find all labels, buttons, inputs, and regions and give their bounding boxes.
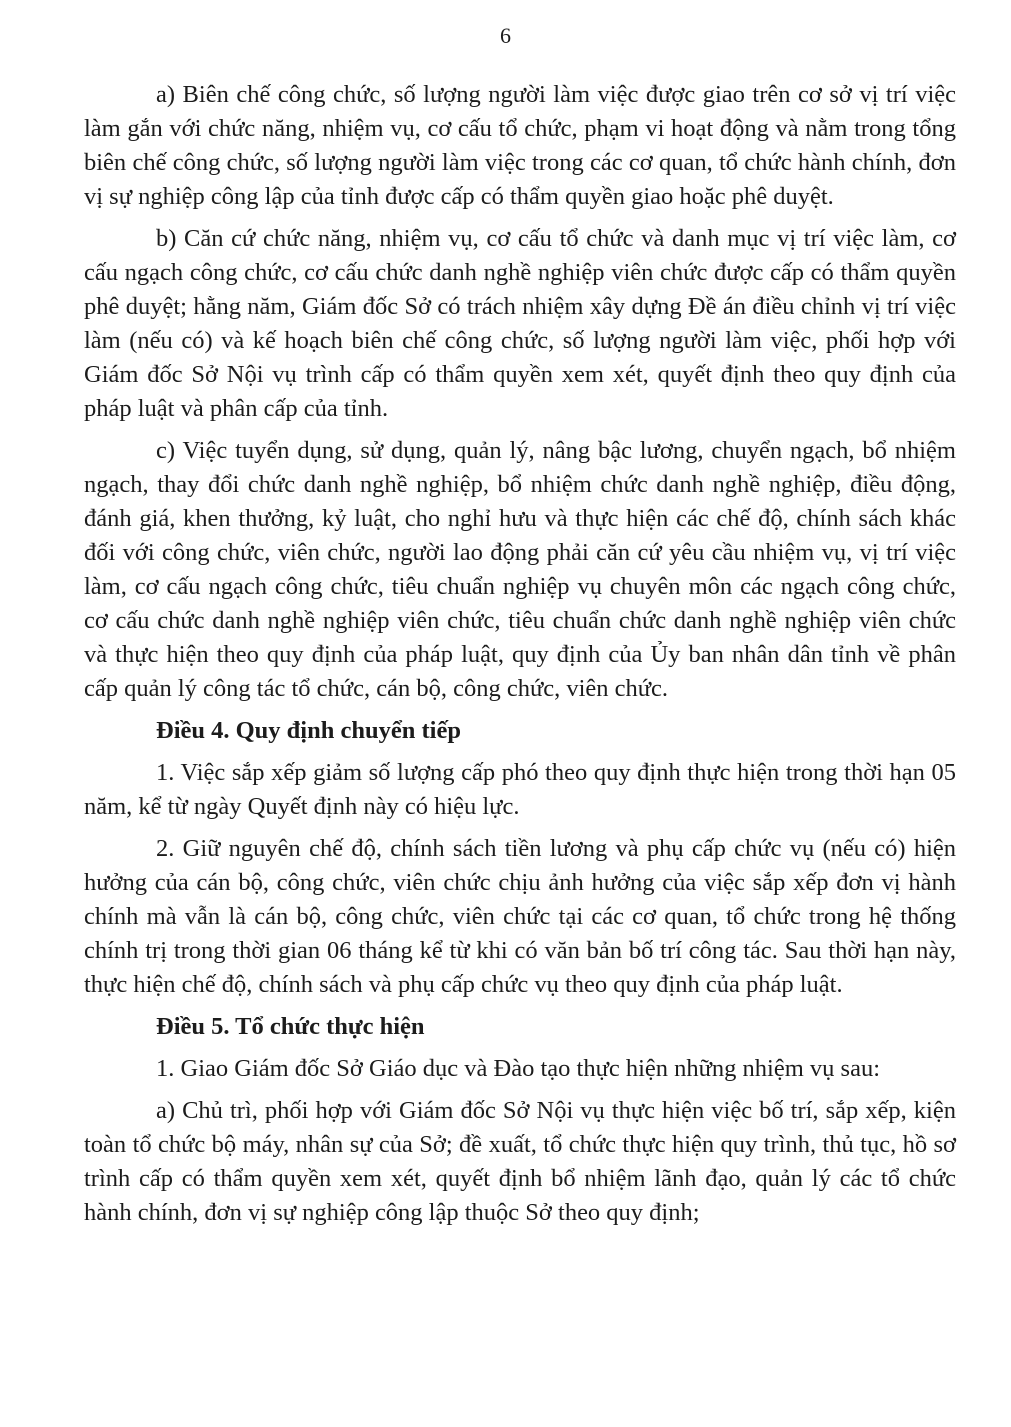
paragraph-4-2: 2. Giữ nguyên chế độ, chính sách tiền lương và phụ cấp chức vụ (nếu có) hiện hưởng của cán bộ, công chức, viên chức chịu ảnh hưởng của việc sắp xếp đơn vị hành chính mà vẫn là cán bộ, công chức, viên chức tại các cơ quan, tổ chức trong hệ thống chính trị trong thời gian 06 tháng kể từ khi có văn bản bố trí công tác. Sau thời hạn này, thực hiện chế độ, chính sách và phụ cấp chức vụ theo quy định của pháp luật. — [84, 835, 956, 998]
paragraph-3b: b) Căn cứ chức năng, nhiệm vụ, cơ cấu tổ chức và danh mục vị trí việc làm, cơ cấu ngạch công chức, cơ cấu chức danh nghề nghiệp viên chức được cấp có thẩm quyền phê duyệt; hằng năm, Giám đốc Sở có trách nhiệm xây dựng Đề án điều chỉnh vị trí việc làm (nếu có) và kế hoạch biên chế công chức, số lượng người làm việc, phối hợp với Giám đốc Sở Nội vụ trình cấp có thẩm quyền xem xét, quyết định theo quy định của pháp luật và phân cấp của tỉnh. — [84, 225, 956, 422]
paragraph-3a: a) Biên chế công chức, số lượng người làm việc được giao trên cơ sở vị trí việc làm gắn với chức năng, nhiệm vụ, cơ cấu tổ chức, phạm vi hoạt động và nằm trong tổng biên chế công chức, số lượng người làm việc trong các cơ quan, tổ chức hành chính, đơn vị sự nghiệp công lập của tỉnh được cấp có thẩm quyền giao hoặc phê duyệt. — [84, 81, 956, 210]
article-5-heading: Điều 5. Tổ chức thực hiện — [156, 1013, 425, 1040]
paragraph-4-1: 1. Việc sắp xếp giảm số lượng cấp phó theo quy định thực hiện trong thời hạn 05 năm, kể từ ngày Quyết định này có hiệu lực. — [84, 759, 956, 820]
document-body — [84, 78, 956, 1238]
paragraph-5-1a: a) Chủ trì, phối hợp với Giám đốc Sở Nội vụ thực hiện việc bố trí, sắp xếp, kiện toàn tổ chức bộ máy, nhân sự của Sở; đề xuất, tổ chức thực hiện quy trình, thủ tục, hồ sơ trình cấp có thẩm quyền xem xét, quyết định bổ nhiệm lãnh đạo, quản lý các tổ chức hành chính, đơn vị sự nghiệp công lập thuộc Sở theo quy định; — [84, 1097, 956, 1226]
article-4-heading: Điều 4. Quy định chuyển tiếp — [156, 717, 461, 744]
page-number: 6 — [500, 23, 511, 48]
paragraph-5-1: 1. Giao Giám đốc Sở Giáo dục và Đào tạo thực hiện những nhiệm vụ sau: — [156, 1055, 881, 1082]
paragraph-3c: c) Việc tuyển dụng, sử dụng, quản lý, nâng bậc lương, chuyển ngạch, bổ nhiệm ngạch, thay đổi chức danh nghề nghiệp, bổ nhiệm chức danh nghề nghiệp, điều động, đánh giá, khen thưởng, kỷ luật, cho nghỉ hưu và thực hiện các chế độ, chính sách khác đối với công chức, viên chức, người lao động phải căn cứ yêu cầu nhiệm vụ, vị trí việc làm, cơ cấu ngạch công chức, tiêu chuẩn nghiệp vụ chuyên môn các ngạch công chức, cơ cấu chức danh nghề nghiệp viên chức, tiêu chuẩn chức danh nghề nghiệp viên chức và thực hiện theo quy định của pháp luật, quy định của Ủy ban nhân dân tỉnh về phân cấp quản lý công tác tổ chức, cán bộ, công chức, viên chức. — [84, 437, 956, 702]
